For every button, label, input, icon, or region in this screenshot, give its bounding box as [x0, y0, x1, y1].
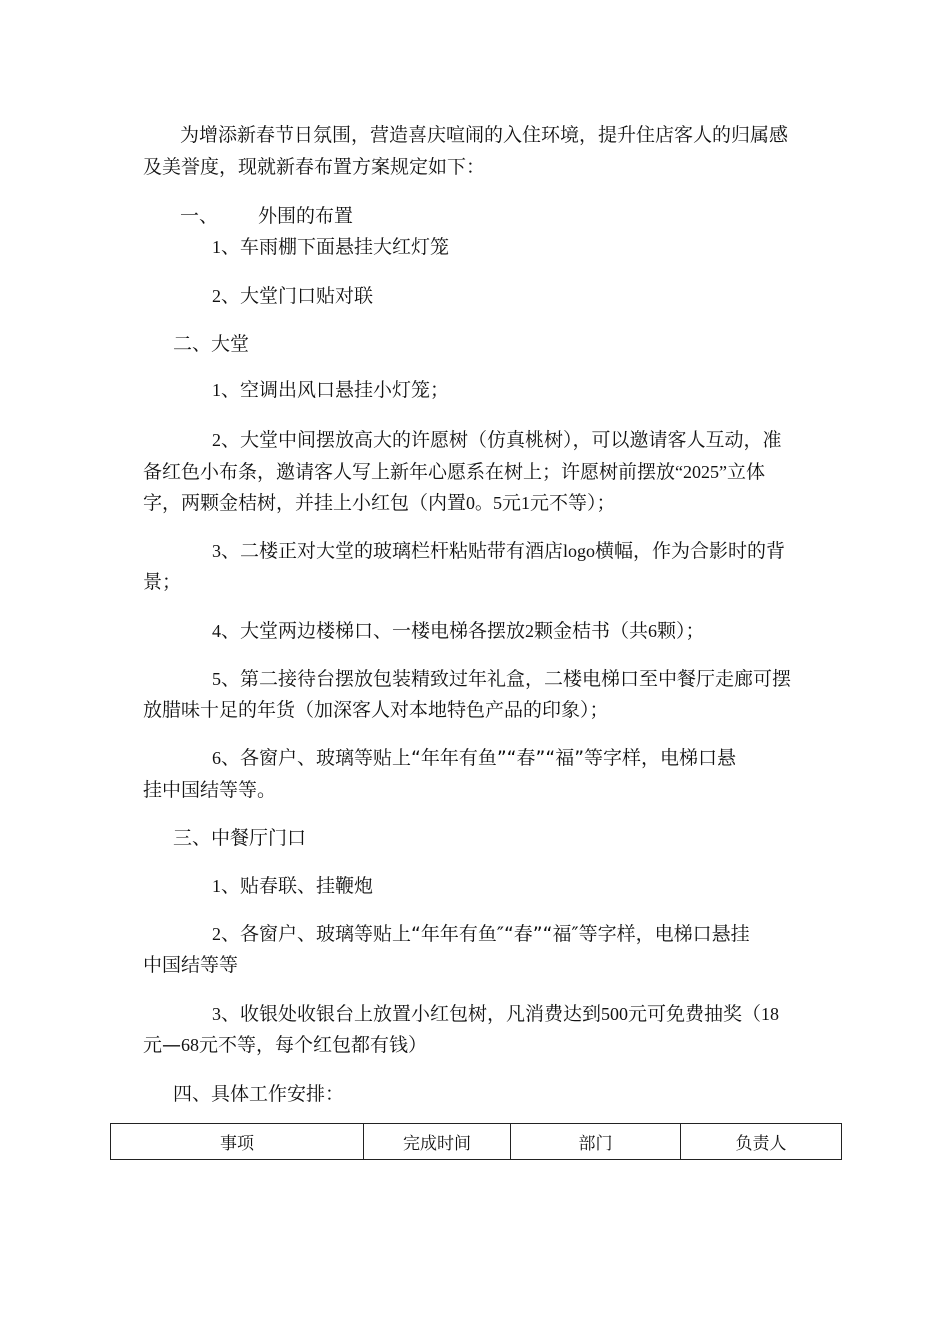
section-1-title: 外围的布置: [258, 205, 354, 227]
table-header-owner: 负责人: [681, 1124, 842, 1160]
table-header-item: 事项: [111, 1124, 364, 1160]
section-2-item-2-line-3: 字，两颗金桔树，并挂上小红包（内置0。5元1元不等）；: [143, 492, 616, 514]
table-header-department: 部门: [511, 1124, 681, 1160]
section-2-heading: 二、大堂: [173, 333, 250, 355]
section-3-heading: 三、中餐厅门口: [173, 827, 307, 849]
section-3-item-2-line-2: 中国结等等: [143, 954, 239, 976]
intro-line-2: 及美誉度，现就新春布置方案规定如下：: [143, 156, 486, 178]
section-2-item-2-line-2: 备红色小布条，邀请客人写上新年心愿系在树上；许愿树前摆放“2025”立体: [143, 461, 766, 483]
section-3-item-1: 1、贴春联、挂鞭炮: [212, 875, 374, 897]
section-2-item-1: 1、空调出风口悬挂小灯笼；: [212, 379, 450, 401]
section-4-heading: 四、具体工作安排：: [173, 1083, 345, 1105]
section-2-item-2-line-1: 2、大堂中间摆放高大的许愿树（仿真桃树），可以邀请客人互动，准: [212, 429, 782, 451]
section-2-item-5-line-2: 放腊味十足的年货（加深客人对本地特色产品的印象）；: [143, 699, 609, 721]
section-2-item-6-line-1: 6、各窗户、玻璃等贴上“年年有鱼”“春”“福”等字样，电梯口悬: [212, 747, 737, 769]
section-2-item-3-line-2: 景；: [143, 571, 182, 593]
work-schedule-table: [110, 1123, 842, 1160]
table-header-deadline: 完成时间: [364, 1124, 511, 1160]
intro-line-1: 为增添新春节日氛围，营造喜庆喧闹的入住环境，提升住店客人的归属感: [180, 124, 789, 146]
section-1-number: 一、: [180, 205, 219, 227]
section-3-item-2-line-1: 2、各窗户、玻璃等贴上“年年有鱼″“春”“福″等字样，电梯口悬挂: [212, 923, 750, 945]
section-1-item-2: 2、大堂门口贴对联: [212, 285, 374, 307]
section-3-item-3-line-1: 3、收银处收银台上放置小红包树，凡消费达到500元可免费抽奖（18: [212, 1003, 780, 1025]
section-2-item-4: 4、大堂两边楼梯口、一楼电梯各摆放2颗金桔书（共6颗）；: [212, 620, 705, 642]
section-3-item-3-line-2: 元—68元不等，每个红包都有钱）: [143, 1034, 428, 1056]
section-2-item-6-line-2: 挂中国结等等。: [143, 779, 277, 801]
section-2-item-5-line-1: 5、第二接待台摆放包装精致过年礼盒，二楼电梯口至中餐厅走廊可摆: [212, 668, 792, 690]
section-1-item-1: 1、车雨棚下面悬挂大红灯笼: [212, 236, 450, 258]
table-header-row: [111, 1124, 842, 1160]
section-2-item-3-line-1: 3、二楼正对大堂的玻璃栏杆粘贴带有酒店logo横幅，作为合影时的背: [212, 540, 786, 562]
